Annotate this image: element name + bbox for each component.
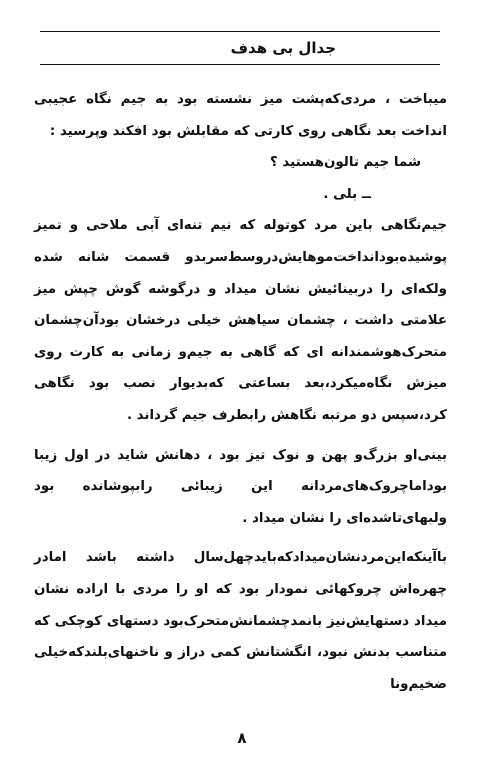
header-bottom-rule — [40, 64, 440, 65]
running-header — [40, 36, 440, 60]
dialogue-question: شما جیم تالون‌هستید ؟ — [269, 155, 421, 171]
paragraph-5: بینی‌او بزرگ‌و پهن و نوک تیز بود ، دهانش شاید در اول زیبا بود‌اما‌چروک‌های‌مردانه این زیبائی رابپوشانده بود ولبهای‌تا‌شده‌ای را نشان میداد . — [34, 447, 447, 526]
chapter-title: جدال بی هدف — [230, 39, 336, 57]
page-number: ۸ — [237, 729, 247, 747]
paragraph-1: میباخت ، مردی‌که‌پشت میز نشسته بود به جیم نگاه عجیبی انداخت بعد نگاهی روی کارتی که مقابلش بود افکند وپرسید : — [34, 92, 447, 139]
text-body — [34, 84, 447, 700]
header-top-rule — [40, 31, 440, 32]
paragraph-6: باآ‌ینکه‌این‌مرد‌نشان‌میداد‌که‌با‌ید‌چهل‌سال داشته باشد اما‌در چهره‌اش چروکهائی نمودار بود که او را مردی با اراده نشان میداد دستهایش‌نیز با‌نمدچشمانش‌متحرک‌بود دستهای کوچکی که متناسب بدنش نبود‌، انگشتانش کمی دراز و ناخنهای‌بلندکه‌خیلی ضخیم‌ونا — [34, 550, 447, 692]
paragraph-4: جیم‌نگاهی باین مرد کوتوله که نیم تنه‌ای آبی ملاحی و تمیز پوشیده‌بودانداخت‌موهایش‌در‌وسط‌سربد‌و قسمت شانه شده ولکه‌ای را دربینائیش نشان میداد و درگوشه گوش چپش میز علامتی داشت ، چشمان سیاهش خیلی درخشان بود‌آن‌چشمان متحرک‌هوشمند‌انه ای که گاهی به جیم‌و زمانی به کارت روی میزش نگاه‌میکرد،بعد بساعتی که‌بدیوار نصب بود نگاهی کرد،سپس دو مرتبه نگاهش رابطرف جیم گرداند . — [34, 218, 447, 423]
dialogue-answer: ــ بلی . — [323, 186, 371, 202]
